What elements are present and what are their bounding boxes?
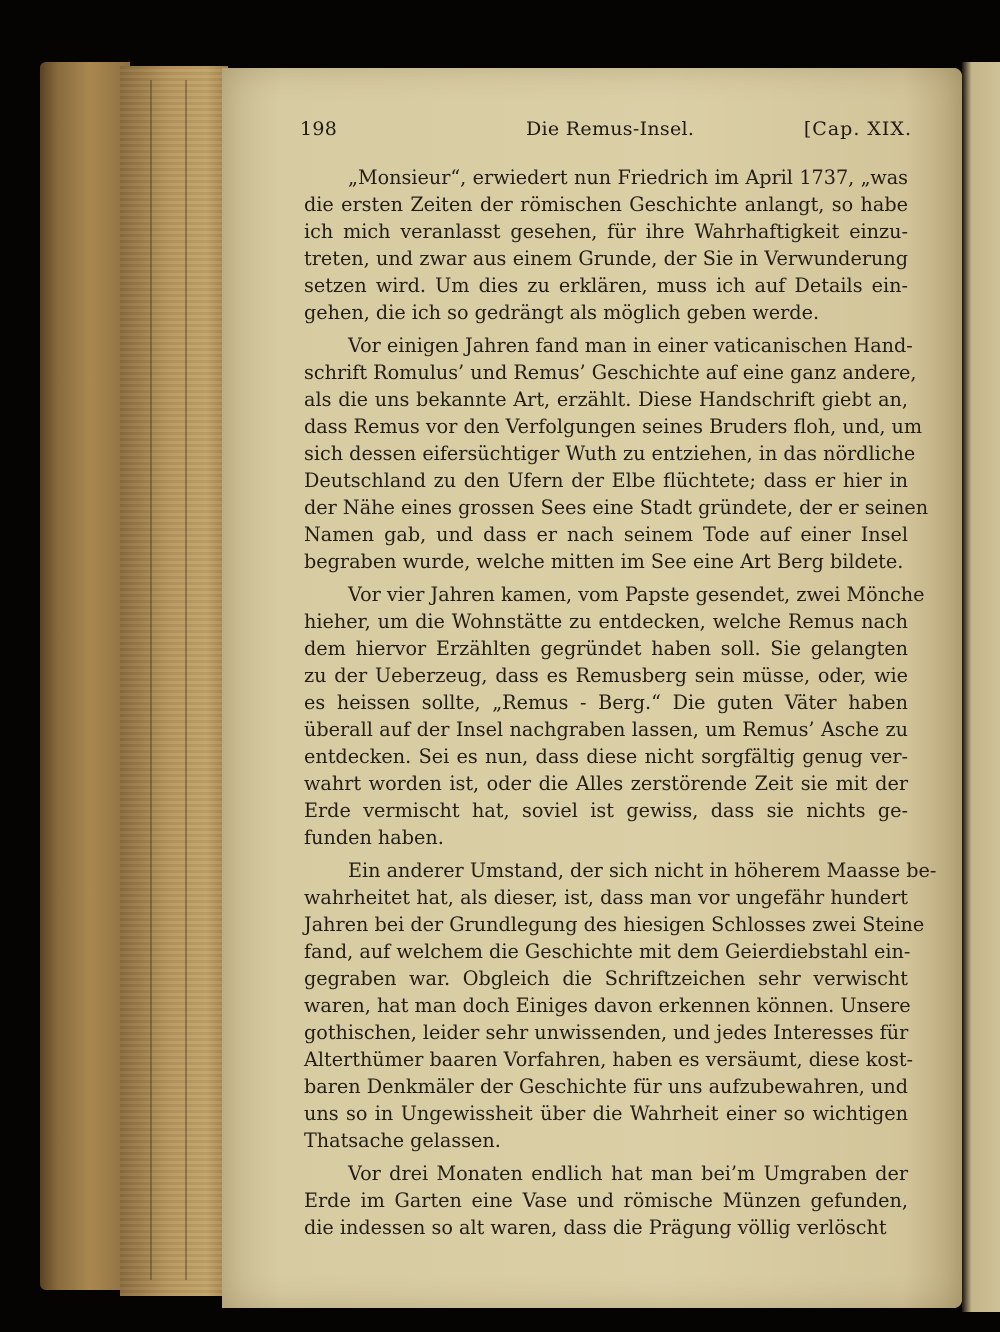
text-line: die ersten Zeiten der römischen Geschichte anlangt, so habe bbox=[304, 193, 908, 216]
text-line: waren, hat man doch Einiges davon erkennen können. Unsere bbox=[304, 994, 911, 1017]
text-line: Vor drei Monaten endlich hat man bei’m Umgraben der bbox=[348, 1162, 908, 1185]
page-edge-line bbox=[150, 80, 152, 1280]
text-line: Namen gab, und dass er nach seinem Tode auf einer Insel bbox=[304, 523, 908, 546]
text-line: dass Remus vor den Verfolgungen seines Bruders floh, und, um bbox=[304, 415, 923, 438]
text-line: Erde im Garten eine Vase und römische Münzen gefunden, bbox=[304, 1189, 908, 1212]
paragraph bbox=[304, 581, 925, 851]
text-line: dem hiervor Erzählten gegründet haben soll. Sie gelangten bbox=[304, 637, 908, 660]
text-line: setzen wird. Um dies zu erklären, muss ich auf Details ein- bbox=[304, 274, 908, 297]
text-line: Thatsache gelassen. bbox=[304, 1129, 501, 1152]
text-line: zu der Ueberzeug, dass es Remusberg sein müsse, oder, wie bbox=[304, 664, 908, 687]
running-title: Die Remus-Insel. bbox=[526, 118, 695, 140]
text-line: begraben wurde, welche mitten im See eine Art Berg bildete. bbox=[304, 550, 904, 573]
text-line: gegraben war. Obgleich die Schriftzeichen sehr verwischt bbox=[304, 967, 908, 990]
text-line: Alterthümer baaren Vorfahren, haben es versäumt, diese kost- bbox=[304, 1048, 914, 1071]
text-line: funden haben. bbox=[304, 826, 444, 849]
text-line: Ein anderer Umstand, der sich nicht in höherem Maasse be- bbox=[348, 859, 937, 882]
text-line: sich dessen eifersüchtiger Wuth zu entziehen, in das nördliche bbox=[304, 442, 916, 465]
text-line: Jahren bei der Grundlegung des hiesigen Schlosses zwei Steine bbox=[304, 913, 925, 936]
running-header bbox=[300, 118, 912, 146]
next-page-sliver bbox=[962, 62, 1000, 1312]
page-edge-line bbox=[185, 80, 187, 1280]
body-text bbox=[304, 164, 937, 1247]
text-line: wahrheitet hat, als dieser, ist, dass man vor ungefähr hundert bbox=[304, 886, 908, 909]
text-line: der Nähe eines grossen Sees eine Stadt gründete, der er seinen bbox=[304, 496, 929, 519]
text-line: als die uns bekannte Art, erzählt. Diese Handschrift giebt an, bbox=[304, 388, 908, 411]
text-line: fand, auf welchem die Geschichte mit dem Geierdiebstahl ein- bbox=[304, 940, 911, 963]
text-line: die indessen so alt waren, dass die Prägung völlig verlöscht bbox=[304, 1216, 887, 1239]
text-line: wahrt worden ist, oder die Alles zerstörende Zeit sie mit der bbox=[304, 772, 908, 795]
text-line: uns so in Ungewissheit über die Wahrheit einer so wichtigen bbox=[304, 1102, 908, 1125]
book-page-edges-outer bbox=[40, 62, 130, 1290]
paragraph bbox=[304, 1160, 908, 1241]
paragraph bbox=[304, 332, 929, 575]
text-line: „Monsieur“, erwiedert nun Friedrich im April 1737, „was bbox=[348, 166, 908, 189]
text-line: gehen, die ich so gedrängt als möglich geben werde. bbox=[304, 301, 820, 324]
text-line: hieher, um die Wohnstätte zu entdecken, welche Remus nach bbox=[304, 610, 908, 633]
text-line: ich mich veranlasst gesehen, für ihre Wahrhaftigkeit einzu- bbox=[304, 220, 908, 243]
text-line: es heissen sollte, „Remus - Berg.“ Die guten Väter haben bbox=[304, 691, 908, 714]
text-line: Deutschland zu den Ufern der Elbe flüchtete; dass er hier in bbox=[304, 469, 908, 492]
paragraph bbox=[304, 857, 937, 1154]
text-line: Erde vermischt hat, soviel ist gewiss, dass sie nichts ge- bbox=[304, 799, 908, 822]
text-line: baren Denkmäler der Geschichte für uns aufzubewahren, und bbox=[304, 1075, 908, 1098]
page-number: 198 bbox=[300, 118, 338, 140]
book-page-edges-inner bbox=[120, 66, 228, 1296]
text-line: entdecken. Sei es nun, dass diese nicht sorgfältig genug ver- bbox=[304, 745, 908, 768]
text-line: überall auf der Insel nachgraben lassen, um Remus’ Asche zu bbox=[304, 718, 908, 741]
chapter-marker: [Cap. XIX. bbox=[803, 118, 912, 140]
paragraph bbox=[304, 164, 908, 326]
text-line: Vor vier Jahren kamen, vom Papste gesendet, zwei Mönche bbox=[348, 583, 925, 606]
text-line: schrift Romulus’ und Remus’ Geschichte auf eine ganz andere, bbox=[304, 361, 917, 384]
text-line: gothischen, leider sehr unwissenden, und jedes Interesses für bbox=[304, 1021, 909, 1044]
text-line: Vor einigen Jahren fand man in einer vaticanischen Hand- bbox=[348, 334, 913, 357]
text-line: treten, und zwar aus einem Grunde, der Sie in Verwunderung bbox=[304, 247, 908, 270]
